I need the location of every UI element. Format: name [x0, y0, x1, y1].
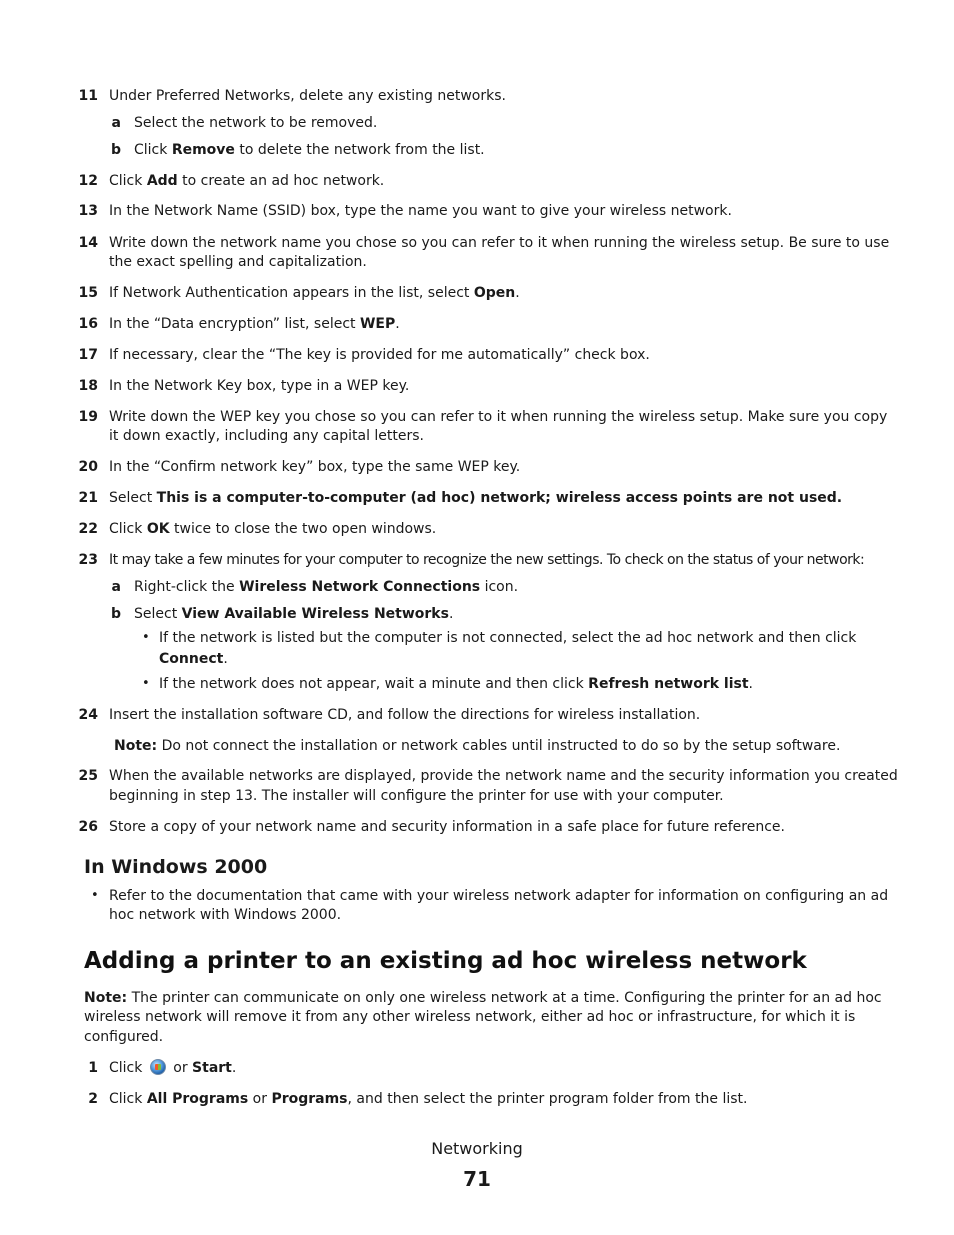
step-number: 12	[78, 173, 98, 189]
step-number: 13	[78, 203, 98, 219]
step-text: In the “Data encryption” list, select WEP.	[109, 316, 400, 332]
step-23a	[0, 577, 954, 597]
substep-text: Select View Available Wireless Networks.	[134, 606, 454, 622]
step-text: Click All Programs or Programs, and then select the printer program folder from the list.	[109, 1091, 748, 1107]
step-21	[0, 488, 954, 508]
step-text: If Network Authentication appears in the list, select Open.	[109, 285, 520, 301]
step-20	[0, 457, 954, 477]
step-24	[0, 705, 954, 725]
substep-text: Select the network to be removed.	[134, 115, 378, 131]
bullet-item-cont	[0, 649, 954, 669]
step-number: 21	[78, 490, 98, 506]
step-number: 2	[88, 1091, 98, 1107]
step-23	[0, 550, 954, 570]
bullet-text: Refer to the documentation that came with your wireless network adapter for information on configuring an ad	[109, 888, 889, 904]
step-11	[0, 86, 954, 106]
step-23b	[0, 604, 954, 624]
step-text: Click OK twice to close the two open windows.	[109, 521, 437, 537]
step-16	[0, 314, 954, 334]
note-setup-software	[0, 736, 954, 756]
step-text: If necessary, clear the “The key is provided for me automatically” check box.	[109, 347, 650, 363]
step-text: Write down the WEP key you chose so you can refer to it when running the wireless setup. Make sure you copy	[109, 409, 888, 425]
step-text: the exact spelling and capitalization.	[109, 254, 367, 270]
step-text: Under Preferred Networks, delete any existing networks.	[109, 88, 506, 104]
windows-2000-heading: In Windows 2000	[84, 856, 268, 878]
bullet-item-cont	[0, 905, 954, 925]
windows-start-icon	[150, 1059, 166, 1075]
step-14-cont	[0, 252, 954, 272]
step-18	[0, 376, 954, 396]
step-text: When the available networks are displayed, provide the network name and the security information you created	[109, 768, 898, 784]
bullet-item	[0, 628, 954, 648]
step-25-cont	[0, 786, 954, 806]
step-1	[0, 1058, 954, 1078]
step-number: 18	[78, 378, 98, 394]
step-number: 22	[78, 521, 98, 537]
bullet-icon: •	[91, 888, 99, 903]
substep-text: Right-click the Wireless Network Connections icon.	[134, 579, 519, 595]
step-text: In the Network Name (SSID) box, type the name you want to give your wireless network.	[109, 203, 732, 219]
step-text: it down exactly, including any capital letters.	[109, 428, 424, 444]
bullet-item	[0, 886, 954, 906]
step-22	[0, 519, 954, 539]
step-number: 17	[78, 347, 98, 363]
step-number: 1	[88, 1060, 98, 1076]
step-number: 11	[78, 88, 98, 104]
note-text: wireless network will remove it from any other wireless network, either ad hoc or infrastructure, for which it is	[84, 1009, 856, 1025]
step-number: 19	[78, 409, 98, 425]
step-text: Click Add to create an ad hoc network.	[109, 173, 385, 189]
step-11a	[0, 113, 954, 133]
page-number: 71	[463, 1167, 491, 1191]
step-26	[0, 817, 954, 837]
step-11b	[0, 140, 954, 160]
step-text: Click or Start.	[109, 1060, 237, 1076]
substep-text: Click Remove to delete the network from the list.	[134, 142, 485, 158]
step-number: 16	[78, 316, 98, 332]
step-number: 14	[78, 235, 98, 251]
bullet-text: If the network does not appear, wait a minute and then click Refresh network list.	[159, 676, 753, 692]
step-15	[0, 283, 954, 303]
bullet-item	[0, 674, 954, 694]
step-number: 25	[78, 768, 98, 784]
note-text: Note: The printer can communicate on only one wireless network at a time. Configuring the printer for an ad hoc	[84, 990, 882, 1006]
note-text: Note: Do not connect the installation or network cables until instructed to do so by the setup software.	[114, 738, 841, 754]
step-2	[0, 1089, 954, 1109]
bullet-text: hoc network with Windows 2000.	[109, 907, 342, 923]
bullet-icon: •	[142, 676, 150, 691]
step-number: 15	[78, 285, 98, 301]
step-text: Insert the installation software CD, and follow the directions for wireless installation.	[109, 707, 701, 723]
step-12	[0, 171, 954, 191]
step-number: 26	[78, 819, 98, 835]
step-text: In the “Confirm network key” box, type the same WEP key.	[109, 459, 521, 475]
step-text: In the Network Key box, type in a WEP key.	[109, 378, 410, 394]
step-text: Store a copy of your network name and security information in a safe place for future reference.	[109, 819, 785, 835]
step-19	[0, 407, 954, 427]
note-section-cont	[0, 1027, 954, 1047]
section-heading: Adding a printer to an existing ad hoc wireless network	[84, 948, 807, 974]
step-17	[0, 345, 954, 365]
step-25	[0, 766, 954, 786]
note-section-cont	[0, 1007, 954, 1027]
step-19-cont	[0, 426, 954, 446]
substep-letter: a	[111, 579, 121, 595]
step-number: 23	[78, 552, 98, 568]
bullet-icon: •	[142, 630, 150, 645]
step-number: 20	[78, 459, 98, 475]
substep-letter: a	[111, 115, 121, 131]
step-text: Write down the network name you chose so you can refer to it when running the wireless setup. Be sure to use	[109, 235, 890, 251]
bullet-text: Connect.	[159, 651, 228, 667]
substep-letter: b	[110, 606, 121, 622]
bullet-text: If the network is listed but the computer is not connected, select the ad hoc network and then click	[159, 630, 857, 646]
step-number: 24	[78, 707, 98, 723]
note-section	[0, 988, 954, 1008]
step-text: Select This is a computer-to-computer (ad hoc) network; wireless access points are not used.	[109, 490, 843, 506]
note-text: configured.	[84, 1029, 164, 1045]
substep-letter: b	[110, 142, 121, 158]
step-14	[0, 233, 954, 253]
step-text: It may take a few minutes for your computer to recognize the new settings. To check on the status of your network:	[109, 552, 865, 568]
footer-section-label: Networking	[431, 1139, 523, 1158]
step-text: beginning in step 13. The installer will configure the printer for use with your computer.	[109, 788, 724, 804]
step-13	[0, 201, 954, 221]
